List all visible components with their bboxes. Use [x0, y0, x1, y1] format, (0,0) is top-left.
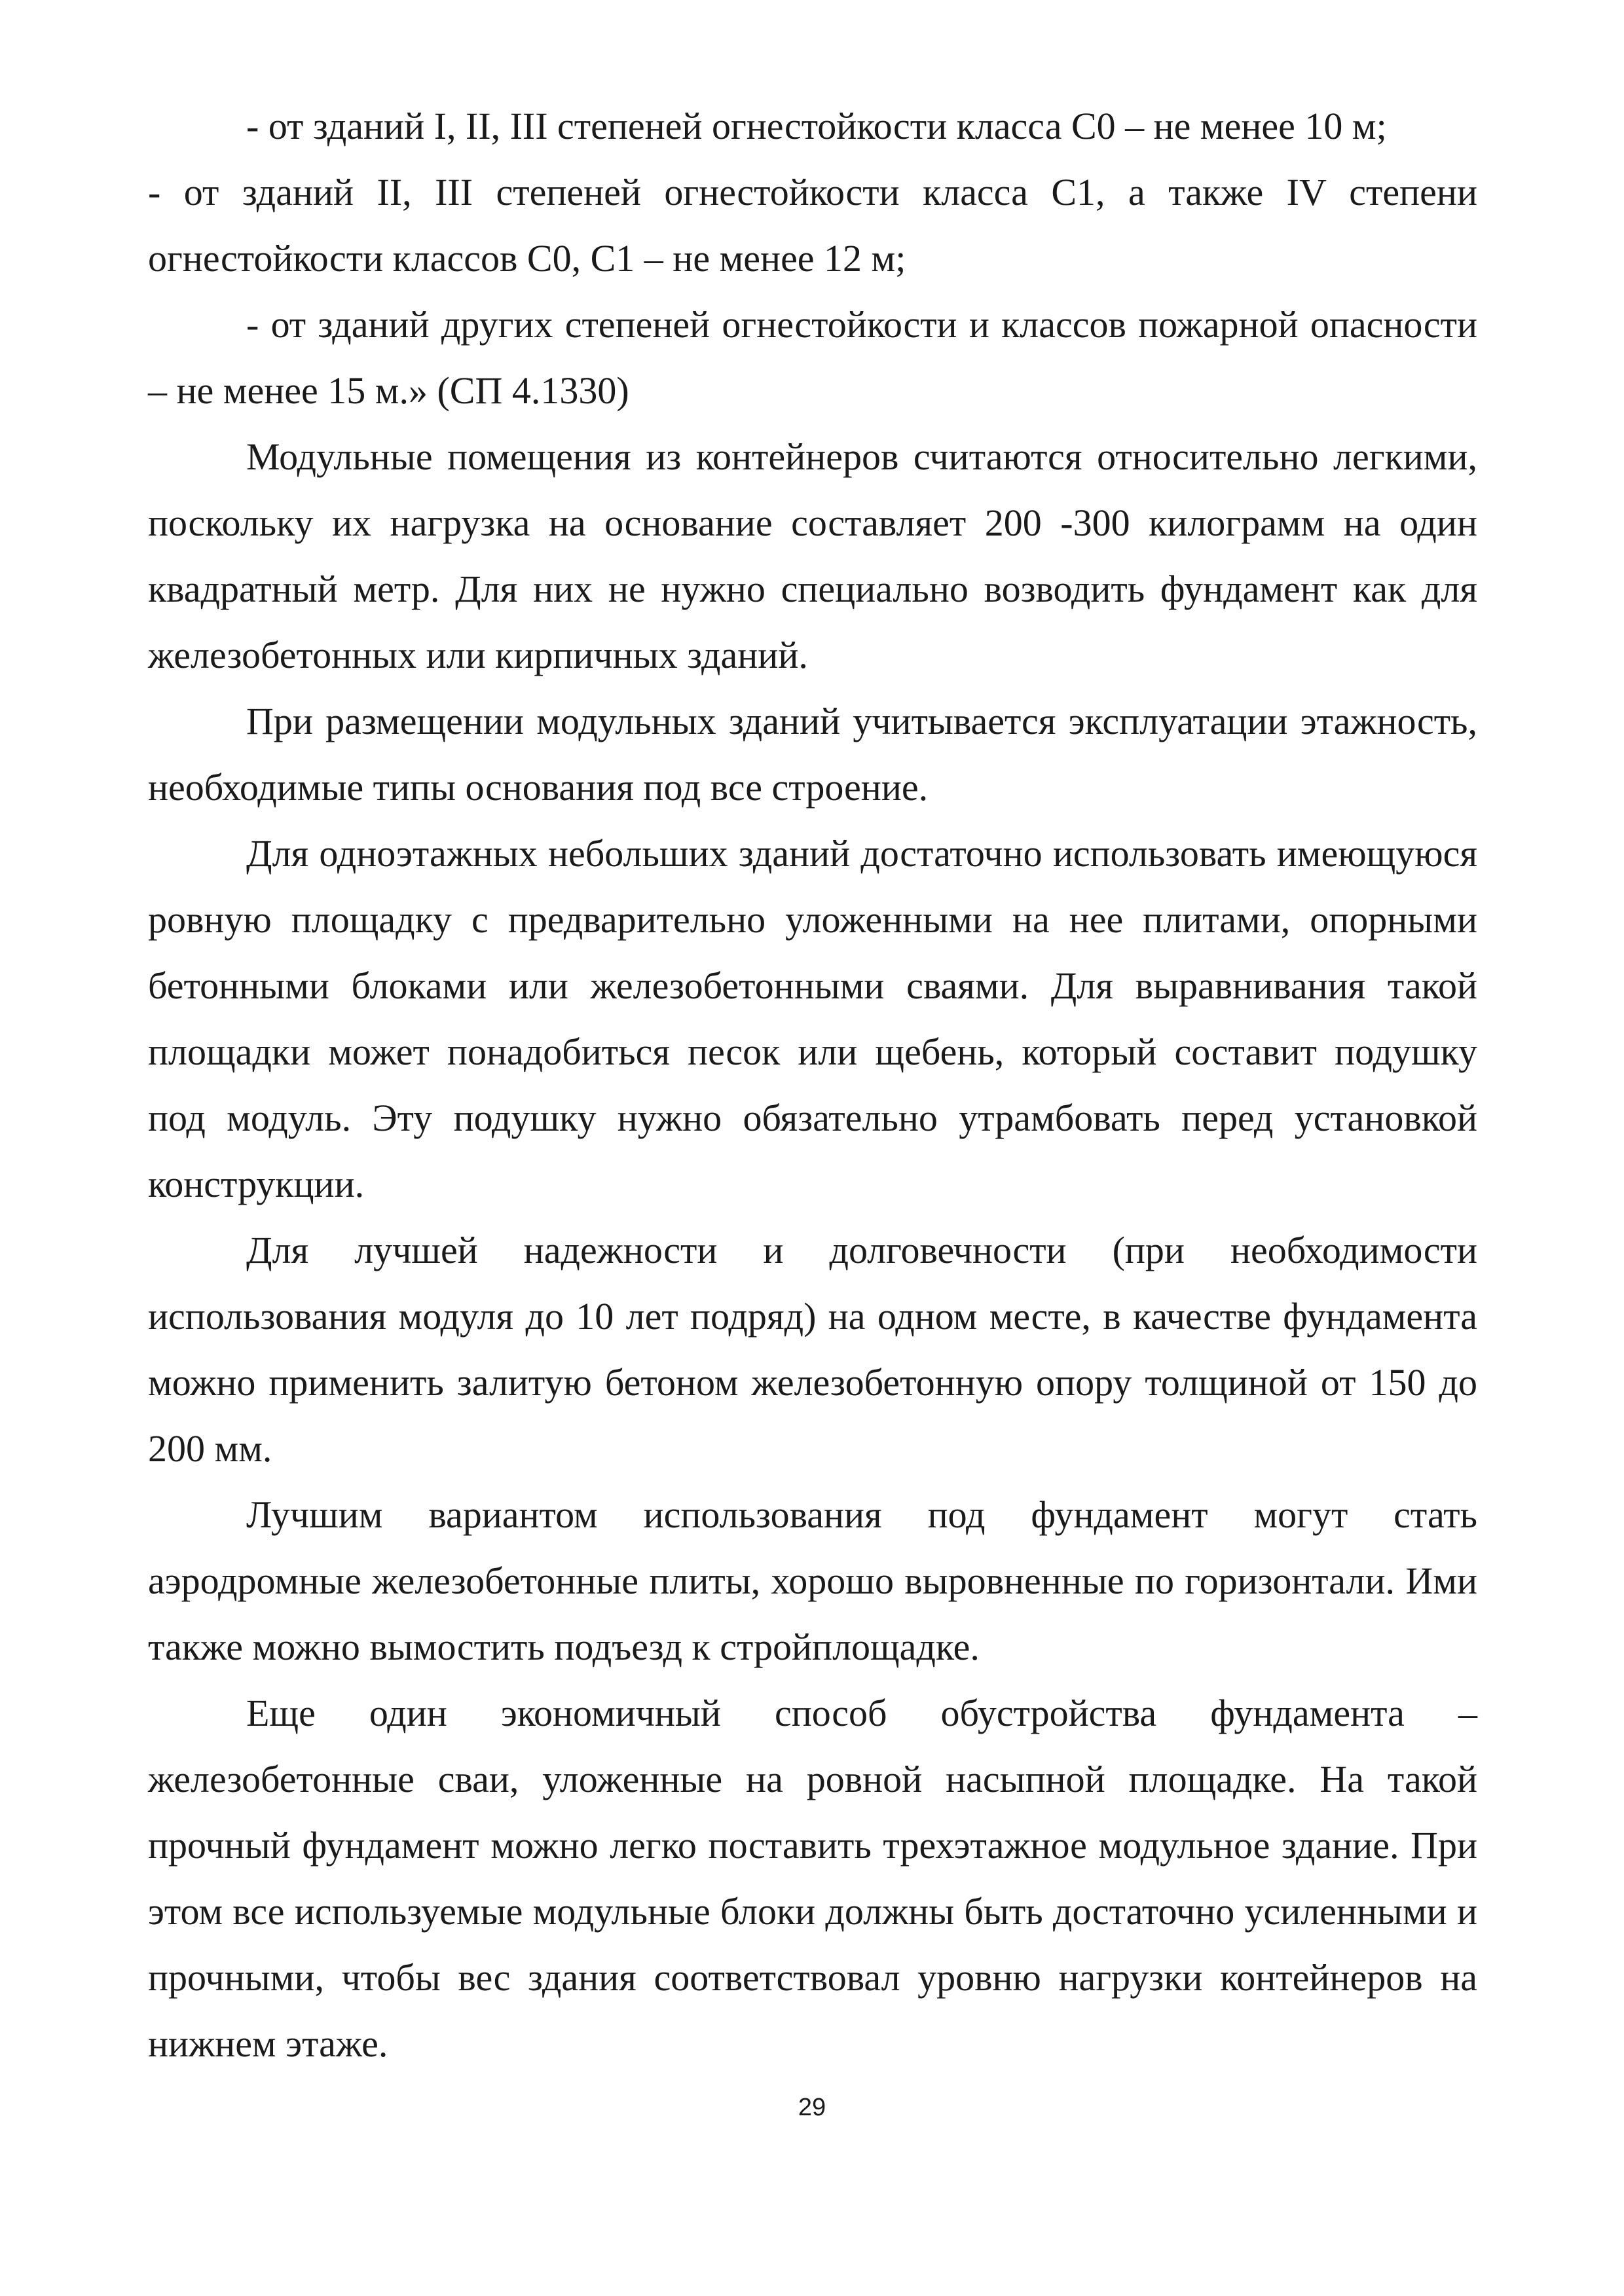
paragraph-piles: Еще один экономичный способ обустройства фундамента – железобетонные сваи, уложенные на ровной насыпной площадке. На такой прочный фундамент можно легко поставить трехэтажное модульное здание. При этом все используемые модульные блоки должны быть достаточно усиленными и прочными, чтобы вес здания соответствовал уровню нагрузки контейнеров на нижнем этаже. [148, 1692, 1477, 2065]
paragraph-modular-weight: Модульные помещения из контейнеров считаются относительно легкими, поскольку их нагрузка на основание составляет 200 -300 килограмм на один квадратный метр. Для них не нужно специально возводить фундамент как для железобетонных или кирпичных зданий. [148, 435, 1477, 676]
paragraph-airfield-slabs: Лучшим вариантом использования под фундамент могут стать аэродромные железобетонные плиты, хорошо выровненные по горизонтали. Ими также можно вымостить подъезд к стройплощадке. [148, 1493, 1477, 1668]
list-item-distance-other-classes: - от зданий других степеней огнестойкости и классов пожарной опасности – не менее 15 м.» (СП 4.1330) [148, 303, 1477, 412]
list-item-distance-class-c1: - от зданий II, III степеней огнестойкости класса С1, а также IV степени огнестойкости классов С0, С1 – не менее 12 м; [148, 171, 1477, 280]
paragraph-placement: При размещении модульных зданий учитывается эксплуатации этажность, необходимые типы основания под все строение. [148, 700, 1477, 809]
page-body [148, 93, 1477, 2077]
paragraph-durability: Для лучшей надежности и долговечности (при необходимости использования модуля до 10 лет подряд) на одном месте, в качестве фундамента можно применить залитую бетоном железобетонную опору толщиной от 150 до 200 мм. [148, 1229, 1477, 1470]
paragraph-single-storey: Для одноэтажных небольших зданий достаточно использовать имеющуюся ровную площадку с предварительно уложенными на нее плитами, опорными бетонными блоками или железобетонными сваями. Для выравнивания такой площадки может понадобиться песок или щебень, который составит подушку под модуль. Эту подушку нужно обязательно утрамбовать перед установкой конструкции. [148, 832, 1477, 1205]
page-number: 29 [798, 2094, 826, 2121]
list-item-distance-class-c0: - от зданий I, II, III степеней огнестойкости класса С0 – не менее 10 м; [246, 105, 1387, 147]
